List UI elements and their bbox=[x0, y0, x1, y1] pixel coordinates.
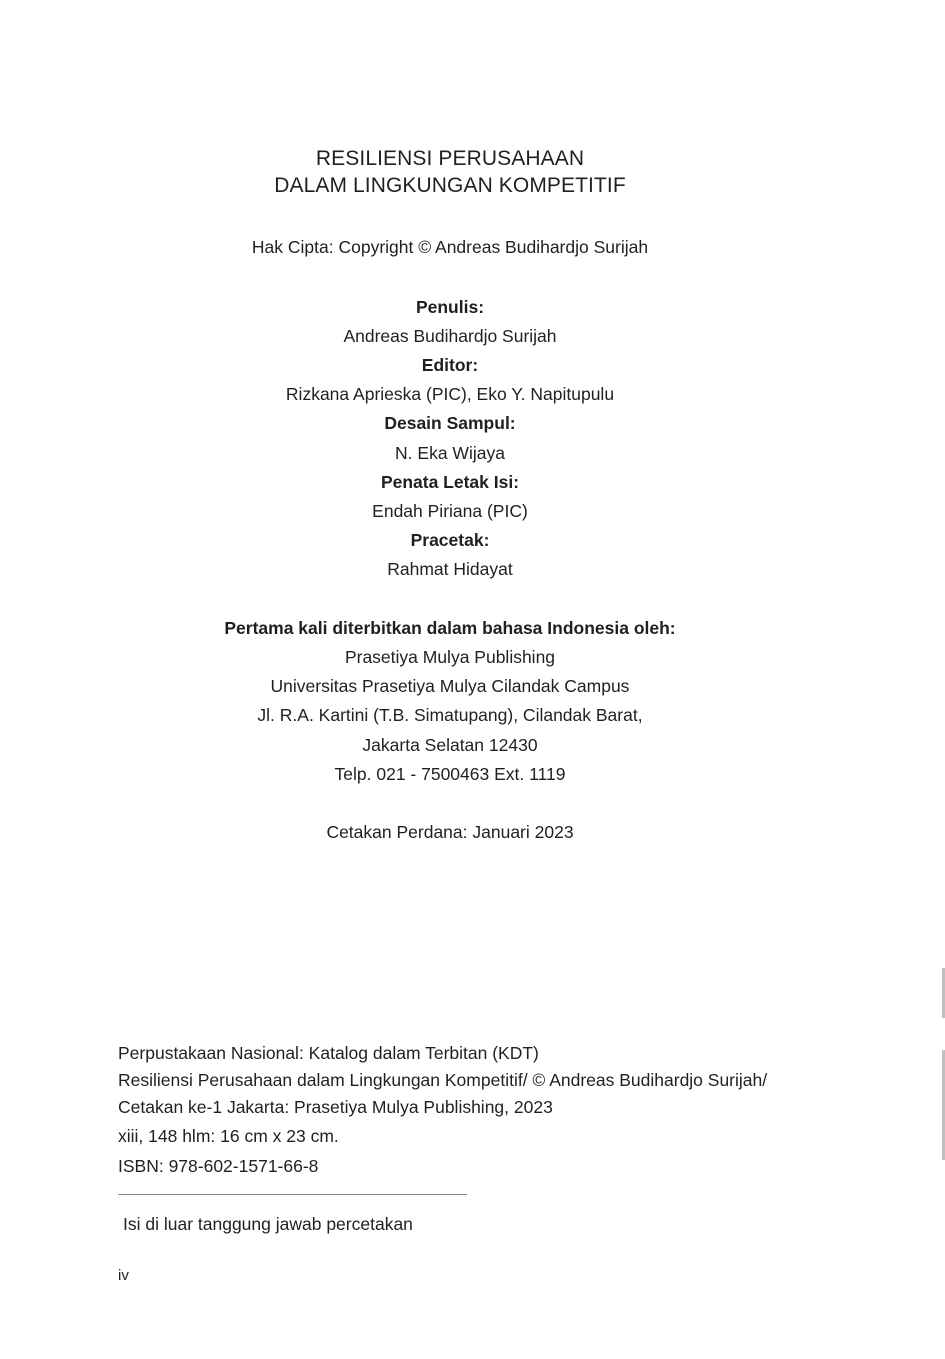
cover-designer: N. Eka Wijaya bbox=[395, 443, 505, 463]
editor-label: Editor: bbox=[421, 355, 479, 375]
editor-names: Rizkana Aprieska (PIC), Eko Y. Napitupulu bbox=[285, 384, 615, 404]
catalog-isbn: ISBN: 978-602-1571-66-8 bbox=[118, 1156, 319, 1176]
preprint-person: Rahmat Hidayat bbox=[387, 559, 513, 579]
publisher-city: Jakarta Selatan 12430 bbox=[362, 735, 538, 755]
book-title-line-1: RESILIENSI PERUSAHAAN bbox=[315, 147, 585, 170]
publisher-name: Prasetiya Mulya Publishing bbox=[344, 647, 556, 667]
page-number: iv bbox=[118, 1267, 129, 1284]
publisher-campus: Universitas Prasetiya Mulya Cilandak Campus bbox=[270, 676, 630, 696]
horizontal-divider bbox=[118, 1194, 467, 1195]
layout-artist: Endah Piriana (PIC) bbox=[372, 501, 528, 521]
author-name: Andreas Budihardjo Surijah bbox=[343, 326, 557, 346]
first-print-date: Cetakan Perdana: Januari 2023 bbox=[326, 822, 574, 842]
publisher-street: Jl. R.A. Kartini (T.B. Simatupang), Cilandak Barat, bbox=[257, 705, 643, 725]
publisher-phone: Telp. 021 - 7500463 Ext. 1119 bbox=[334, 764, 566, 784]
cover-design-label: Desain Sampul: bbox=[384, 413, 516, 433]
catalog-entry-pages: xiii, 148 hlm: 16 cm x 23 cm. bbox=[118, 1126, 339, 1146]
catalog-heading: Perpustakaan Nasional: Katalog dalam Terbitan (KDT) bbox=[118, 1043, 539, 1063]
layout-label: Penata Letak Isi: bbox=[380, 472, 520, 492]
catalog-entry-edition: Cetakan ke-1 Jakarta: Prasetiya Mulya Publishing, 2023 bbox=[118, 1097, 553, 1117]
catalog-entry-title: Resiliensi Perusahaan dalam Lingkungan Kompetitif/ © Andreas Budihardjo Surijah/ bbox=[118, 1070, 768, 1090]
author-label: Penulis: bbox=[415, 297, 485, 317]
book-title-line-2: DALAM LINGKUNGAN KOMPETITIF bbox=[274, 174, 626, 197]
publisher-label: Pertama kali diterbitkan dalam bahasa Indonesia oleh: bbox=[224, 618, 676, 638]
printer-disclaimer: Isi di luar tanggung jawab percetakan bbox=[123, 1214, 413, 1234]
preprint-label: Pracetak: bbox=[410, 530, 490, 550]
copyright-notice: Hak Cipta: Copyright © Andreas Budihardjo Surijah bbox=[251, 237, 649, 257]
